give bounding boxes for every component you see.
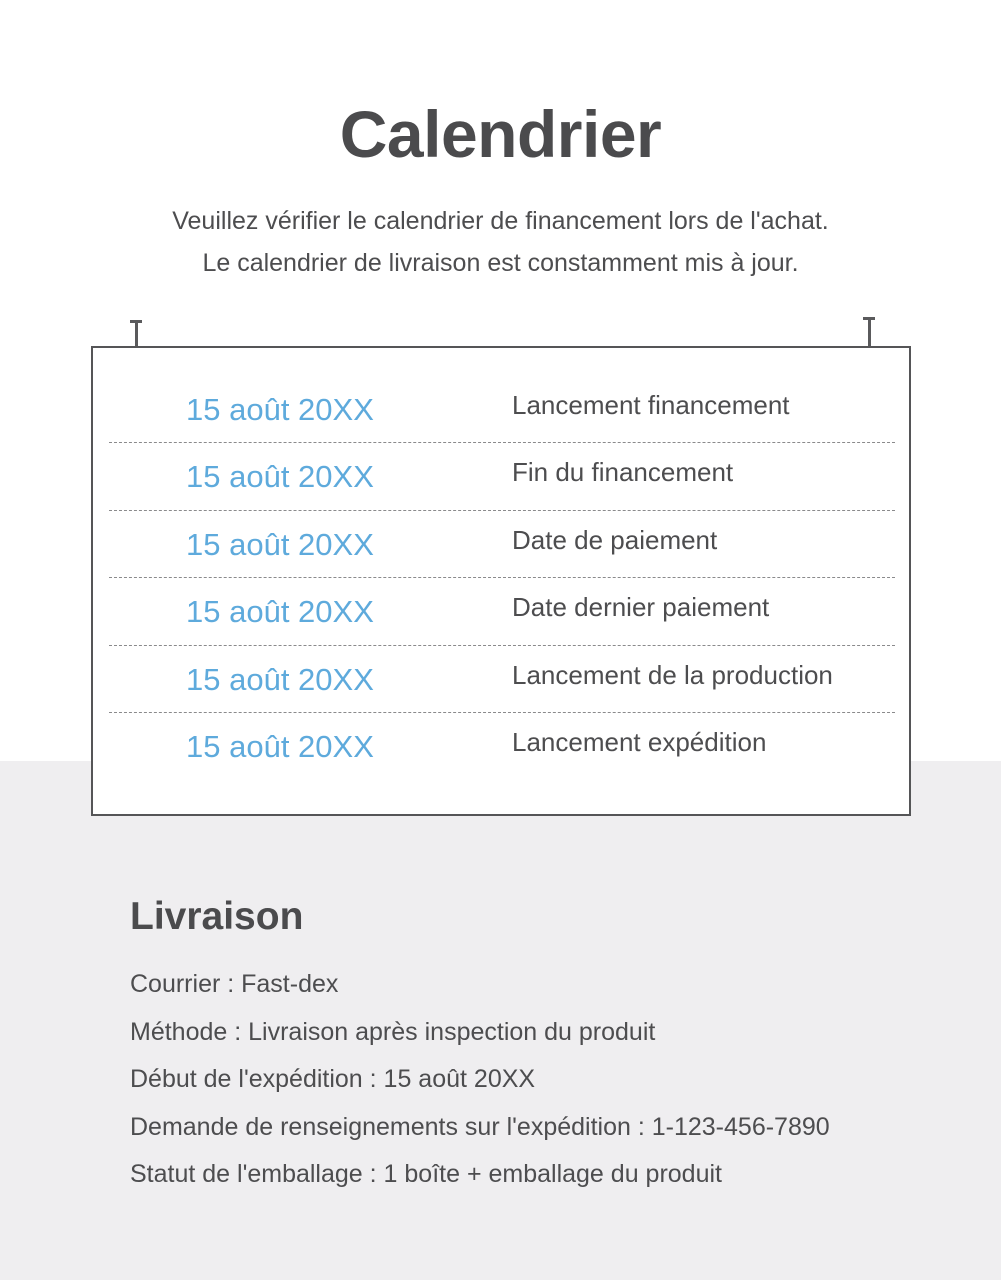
schedule-row	[109, 376, 895, 443]
delivery-title: Livraison	[130, 895, 304, 938]
delivery-courier: Courrier : Fast-dex	[130, 970, 339, 998]
schedule-row	[109, 511, 895, 578]
delivery-method: Méthode : Livraison après inspection du produit	[130, 1017, 656, 1046]
schedule-row	[109, 646, 895, 713]
delivery-packaging: Statut de l'emballage : 1 boîte + emballage du produit	[130, 1160, 722, 1189]
delivery-section	[130, 895, 830, 1199]
schedule-list	[109, 376, 895, 780]
schedule-label: Date de paiement	[512, 524, 718, 555]
subtitle-line-1: Veuillez vérifier le calendrier de financement lors de l'achat.	[172, 207, 829, 235]
schedule-row	[109, 713, 895, 780]
subtitle-line-2: Le calendrier de livraison est constamment mis à jour.	[202, 249, 799, 277]
delivery-inquiry-phone: Demande de renseignements sur l'expédition : 1-123-456-7890	[130, 1112, 830, 1141]
schedule-date: 15 août 20XX	[186, 594, 374, 630]
schedule-label: Fin du financement	[512, 457, 734, 488]
schedule-date: 15 août 20XX	[186, 459, 374, 495]
schedule-label: Lancement expédition	[512, 726, 767, 757]
schedule-row	[109, 443, 895, 510]
schedule-date: 15 août 20XX	[186, 392, 374, 427]
page-subtitle	[0, 200, 1001, 284]
schedule-label: Lancement financement	[512, 390, 790, 420]
schedule-card	[91, 346, 911, 816]
schedule-label: Date dernier paiement	[512, 592, 770, 623]
schedule-date: 15 août 20XX	[186, 661, 374, 697]
page-title: Calendrier	[339, 97, 662, 171]
schedule-date: 15 août 20XX	[186, 728, 374, 764]
schedule-date: 15 août 20XX	[186, 526, 374, 562]
schedule-label: Lancement de la production	[512, 659, 833, 690]
delivery-start: Début de l'expédition : 15 août 20XX	[130, 1065, 536, 1094]
schedule-row	[109, 578, 895, 645]
